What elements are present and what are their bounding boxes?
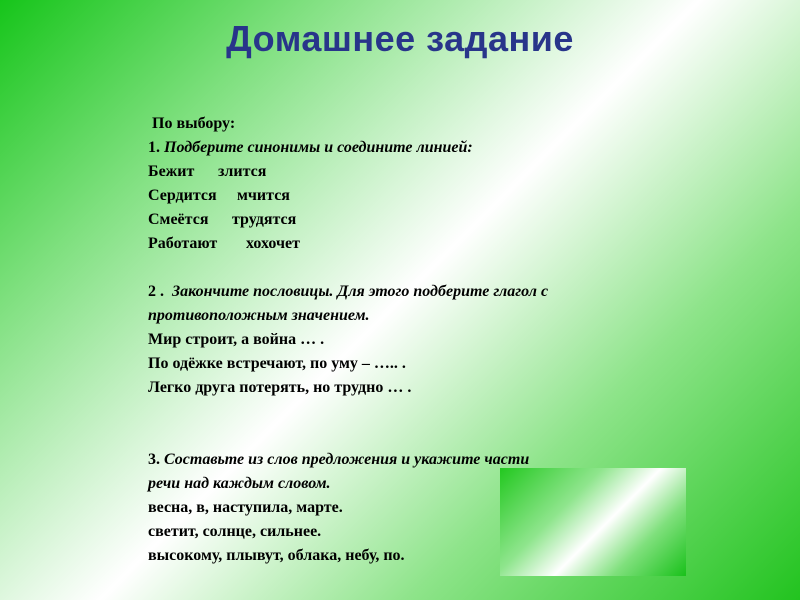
word-set: светит, солнце, сильнее. [148, 523, 322, 540]
synonym-right: трудятся [232, 211, 297, 228]
task3-instruction-2: речи над каждым словом. [148, 475, 331, 492]
synonym-left: Смеётся [148, 211, 209, 228]
task2-number: 2 . [148, 283, 164, 300]
synonym-left: Сердится [148, 187, 217, 204]
task2-instruction-1: Закончите пословицы. Для этого подберите глагол с [172, 283, 549, 300]
synonym-left: Работают [148, 235, 218, 252]
synonym-pair [148, 184, 668, 208]
task1-number: 1. [148, 139, 160, 156]
intro-text: По выбору: [152, 115, 236, 132]
synonym-pair [148, 208, 668, 232]
task3-number: 3. [148, 451, 160, 468]
synonym-right: мчится [237, 187, 290, 204]
task2-instruction-2: противоположным значением. [148, 307, 370, 324]
synonym-right: хохочет [246, 235, 300, 252]
proverb: По одёжке встречают, по уму – ….. . [148, 355, 406, 372]
synonym-pair [148, 160, 668, 184]
task2-heading [148, 280, 668, 304]
proverb: Легко друга потерять, но трудно … . [148, 379, 412, 396]
task3-instruction-1: Составьте из слов предложения и укажите части [164, 451, 530, 468]
word-set: высокому, плывут, облака, небу, по. [148, 547, 405, 564]
word-set: весна, в, наступила, марте. [148, 499, 343, 516]
page-title: Домашнее задание [226, 18, 574, 59]
task1-instruction: Подберите синонимы и соедините линией: [164, 139, 473, 156]
synonym-pair [148, 232, 668, 256]
task1-heading [148, 136, 668, 160]
synonym-left: Бежит [148, 163, 195, 180]
synonym-right: злится [218, 163, 267, 180]
decorative-gradient-box [500, 468, 686, 576]
proverb: Мир строит, а война … . [148, 331, 325, 348]
